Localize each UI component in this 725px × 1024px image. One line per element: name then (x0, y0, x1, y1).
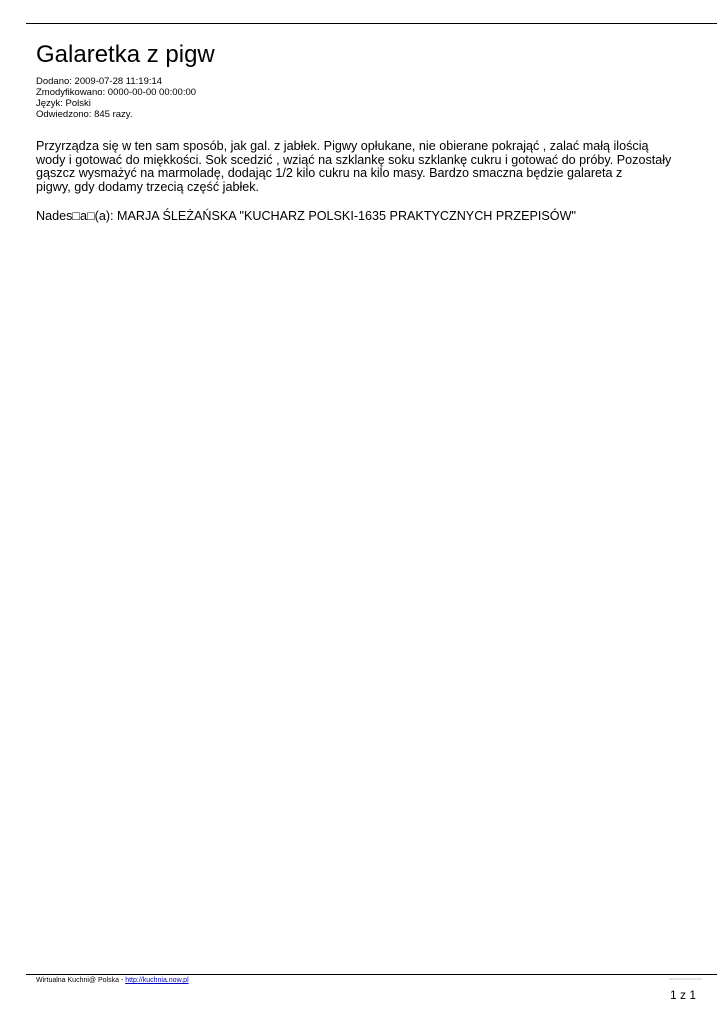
recipe-line: pigwy, gdy dodamy trzecią część jabłek. (36, 179, 260, 194)
footer-divider (26, 974, 717, 975)
recipe-sender: Nades□a□(a): MARJA ŚLEŻAŃSKA "KUCHARZ POLSKI-1635 PRAKTYCZNYCH PRZEPISÓW" (36, 209, 576, 223)
added-date: Dodano: 2009-07-28 11:19:14 (36, 76, 163, 87)
footer-site-text: Wirtualna Kuchni@ Polska - (36, 977, 126, 984)
language: Język: Polski (36, 98, 91, 109)
modified-date: Zmodyfikowano: 0000-00-00 00:00:00 (36, 87, 197, 98)
recipe-line: Przyrządza się w ten sam sposób, jak gal. z jabłek. Pigwy opłukane, nie obierane pokrająć , zalać małą ilością (36, 139, 649, 153)
recipe-line: gąszcz wysmażyć na marmoladę, dodając 1/2 kilo cukru na kilo masy. Bardzo smaczna będzie galareta z (36, 166, 623, 180)
header-divider (26, 23, 717, 24)
visit-count: Odwiedzono: 845 razy. (36, 109, 133, 120)
recipe-body (36, 140, 686, 194)
footer-site-link[interactable]: http://kuchnia.now.pl (125, 977, 189, 984)
footer-site (36, 976, 189, 985)
article-metadata (36, 76, 196, 120)
recipe-line: wody i gotować do miękkości. Sok scedzić , wziąć na szklankę soku szklankę cukru i gotować do próby. Pozostały (36, 152, 672, 167)
page-title: Galaretka z pigw (36, 41, 215, 68)
page-number: 1 z 1 (670, 988, 697, 1002)
footer-faint-mark (669, 978, 702, 980)
